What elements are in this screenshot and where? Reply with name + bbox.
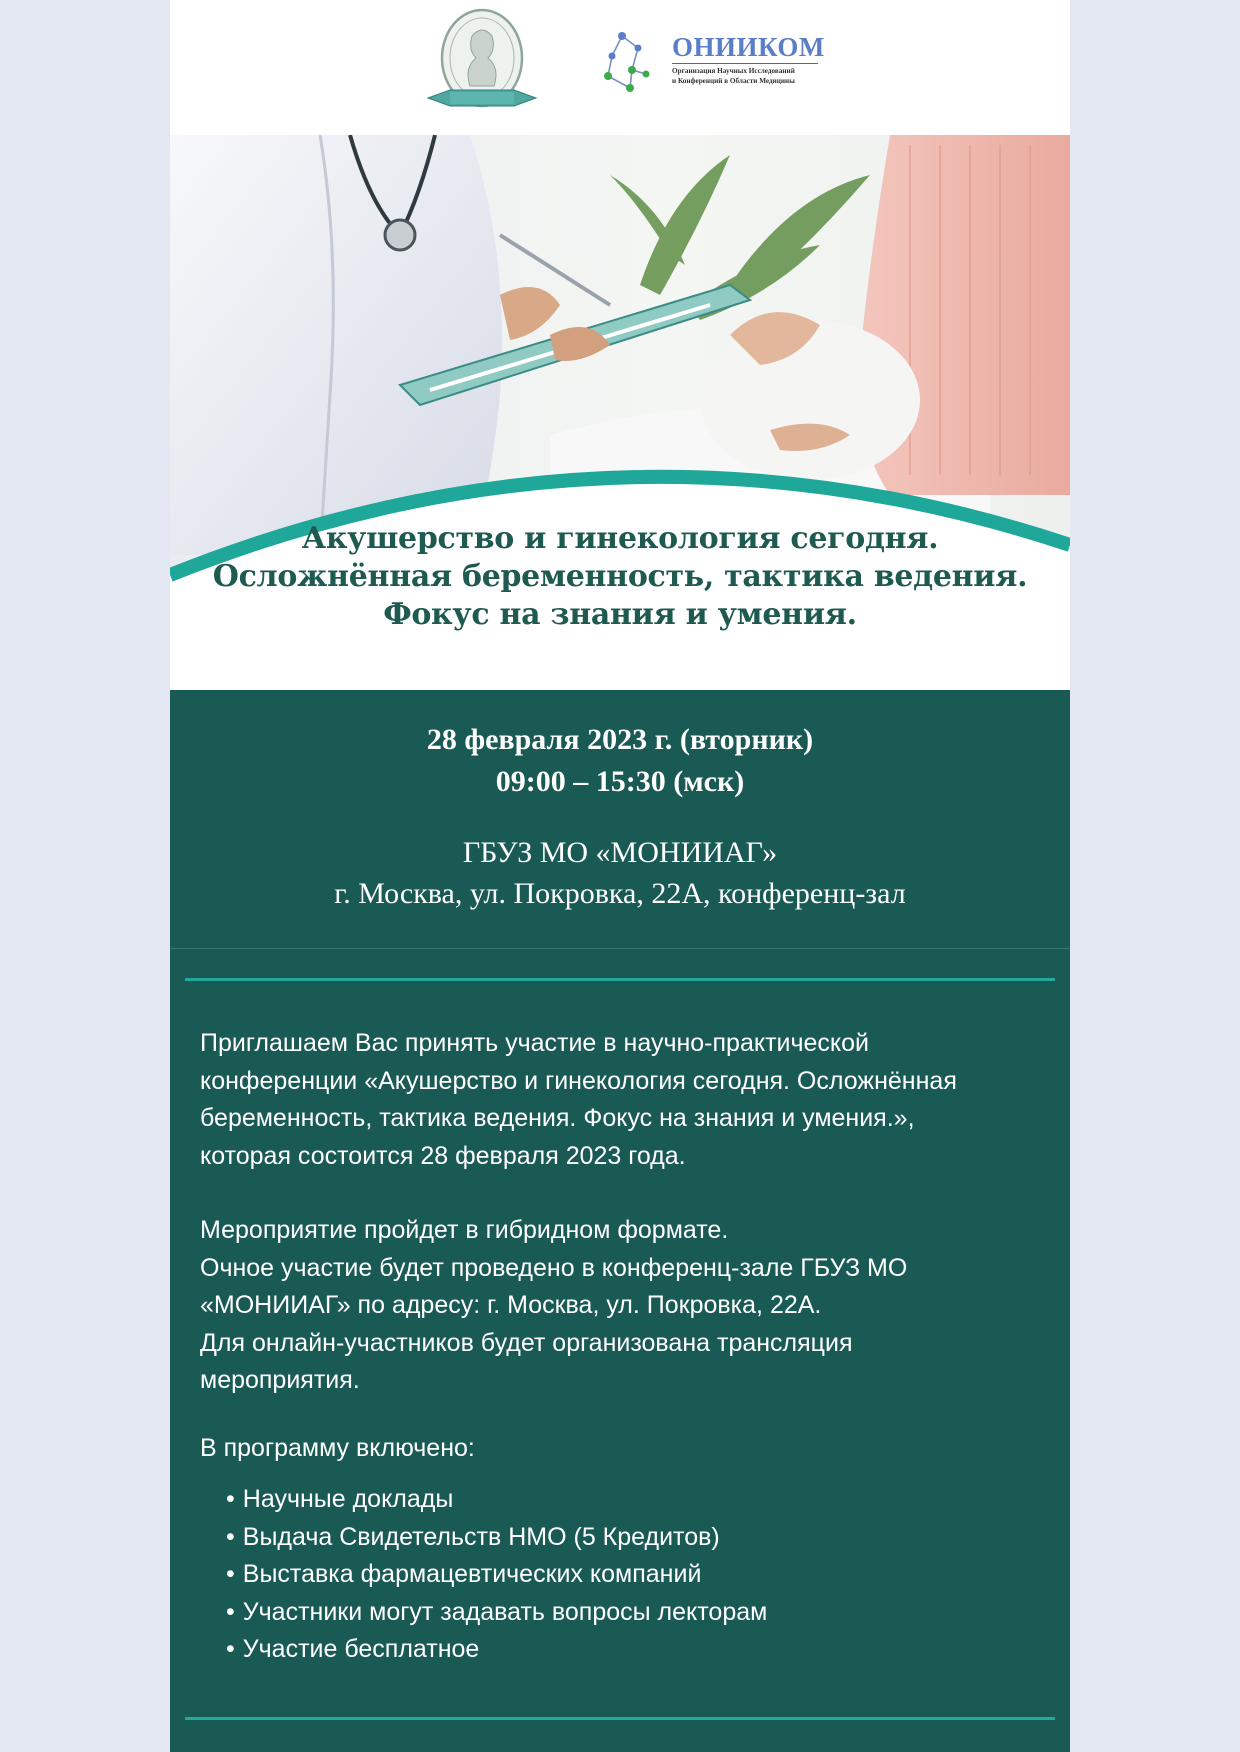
event-date: 28 февраля 2023 г. (вторник) <box>426 723 814 756</box>
conference-title-line: Фокус на знания и умения. <box>383 597 857 632</box>
program-heading: В программу включено: <box>200 1433 475 1462</box>
invite-line: которая состоится 28 февраля 2023 года. <box>200 1141 686 1170</box>
program-item: • Научные доклады <box>226 1481 1030 1519</box>
program-item: • Участие бесплатное <box>226 1631 1030 1669</box>
format-line: мероприятия. <box>200 1366 360 1394</box>
teal-divider <box>185 978 1055 981</box>
format-line: Для онлайн-участников будет организована трансляция <box>200 1328 853 1357</box>
onicom-molecule-icon <box>602 30 664 94</box>
onicom-logo-subtitle <box>672 66 842 86</box>
section-divider <box>170 948 1070 949</box>
onicom-logo-divider <box>672 63 818 64</box>
invite-line: конференции «Акушерство и гинекология сегодня. Осложнённая <box>200 1066 957 1095</box>
hero-banner <box>170 135 1070 690</box>
conference-title-line: Акушерство и гинекология сегодня. <box>301 521 939 556</box>
program-list <box>200 1481 1030 1669</box>
invite-line: Приглашаем Вас принять участие в научно-практической <box>200 1029 869 1057</box>
conference-title-line: Осложнённая беременность, тактика ведения. <box>212 559 1028 594</box>
format-line: «МОНИИАГ» по адресу: г. Москва, ул. Покровка, 22А. <box>200 1291 822 1319</box>
onicom-subtitle-line: и Конференций в Области Медицины <box>672 77 795 85</box>
event-info <box>170 690 1070 948</box>
program-item: • Участники могут задавать вопросы лекторам <box>226 1594 1030 1632</box>
invitation-body <box>200 1025 1030 1669</box>
program-item: • Выдача Свидетельств НМО (5 Кредитов) <box>226 1519 1030 1557</box>
format-line: Очное участие будет проведено в конференц-зале ГБУЗ МО <box>200 1253 908 1282</box>
event-venue: ГБУЗ МО «МОНИИАГ» <box>462 836 778 869</box>
onicom-logo-title: ОНИИКОМ <box>672 32 825 62</box>
event-time: 09:00 – 15:30 (мск) <box>495 765 745 798</box>
conference-title <box>170 520 1070 634</box>
society-seal-logo <box>420 6 544 116</box>
program-item: • Выставка фармацевтических компаний <box>226 1556 1030 1594</box>
email-container <box>170 0 1070 1752</box>
format-line: Мероприятие пройдет в гибридном формате. <box>200 1216 729 1244</box>
teal-divider-bottom <box>185 1717 1055 1720</box>
onicom-subtitle-line: Организация Научных Исследований <box>672 67 795 75</box>
event-address: г. Москва, ул. Покровка, 22А, конференц-зал <box>334 877 906 910</box>
logo-header <box>170 0 1070 135</box>
invite-line: беременность, тактика ведения. Фокус на знания и умения.», <box>200 1104 915 1132</box>
